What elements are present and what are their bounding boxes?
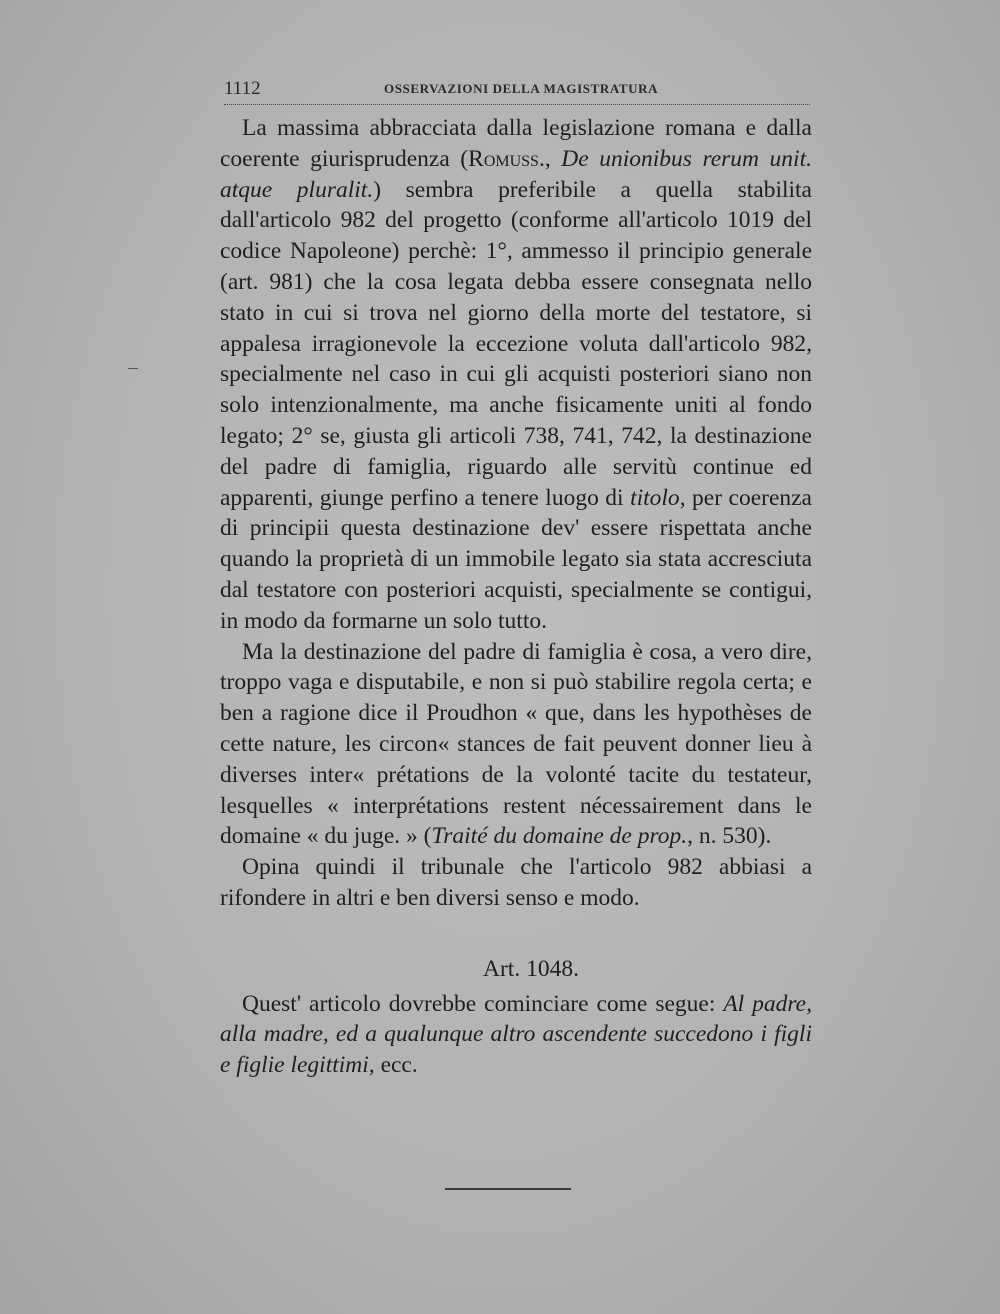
page-header <box>224 74 810 105</box>
page-number: 1112 <box>224 78 261 99</box>
article-text-a: Quest' articolo dovrebbe cominciare come segue: <box>242 990 724 1017</box>
article-text-b: ecc. <box>374 1052 418 1079</box>
article-proposed-text: Al padre, alla madre, ed a qualunque altro ascendente succedono i figli e figlie legittimi, <box>220 990 812 1079</box>
paragraph-1-text-a: La massima abbracciata dalla legislazione romana e dalla coerente giurisprudenza ( <box>220 115 812 172</box>
margin-mark <box>128 368 138 369</box>
paragraph-2-text-b: , n. 530). <box>687 823 772 850</box>
paragraph-3: Opina quindi il tribunale che l'articolo 982 abbiasi a rifondere in altri e ben diversi senso e modo. <box>220 854 812 911</box>
body-text <box>220 113 812 1081</box>
author-citation: Romuss. <box>468 145 545 172</box>
work-title-citation: De unionibus rerum unit. atque pluralit. <box>220 145 812 203</box>
article-paragraph <box>220 989 812 1081</box>
paragraph-1-text-d: , per coerenza di principii questa destinazione dev' essere rispettata anche quando la proprietà di un immobile legato sia stata accresciuta dal testatore con posteriori acquisti, specialmente se contigui, in modo da formarne un solo tutto. <box>220 484 812 634</box>
paragraph-2 <box>220 637 812 853</box>
end-rule <box>445 1188 571 1190</box>
article-heading: Art. 1048. <box>483 955 579 982</box>
running-head: OSSERVAZIONI DELLA MAGISTRATURA <box>384 81 659 96</box>
titolo-emphasis: titolo <box>630 484 680 511</box>
paragraph-1-text-b: , <box>544 145 562 172</box>
paragraph-2-text-a: Ma la destinazione del padre di famiglia è cosa, a vero dire, troppo vaga e disputabile, e non si può stabilire regola certa; e ben a ragione dice il Proudhon « que, dans les hypothèses de cette nature, les circon« stances de fait peuvent donner lieu à diverses inter« prétations de la volonté tacite du testateur, lesquelles « interprétations restent nécessairement dans le domaine « du juge. » ( <box>220 638 812 850</box>
paragraph-1-text-c: ) sembra preferibile a quella stabilita dall'articolo 982 del progetto (conforme all'articolo 1019 del codice Napoleone) perchè: 1°, ammesso il principio generale (art. 981) che la cosa legata debba essere consegnata nello stato in cui si trova nel giorno della morte del testatore, si appalesa irragionevole la eccezione voluta dall'articolo 982, specialmente nel caso in cui gli acquisti posteriori siano non solo intenzionalmente, ma anche fisicamente uniti al fondo legato; 2° se, giusta gli articoli 738, 741, 742, la destinazione del padre di famiglia, riguardo alle servitù continue ed apparenti, giunge perfino a tenere luogo di <box>220 176 812 511</box>
paragraph-1 <box>220 113 812 637</box>
traite-citation: Traité du domaine de prop. <box>431 823 688 850</box>
